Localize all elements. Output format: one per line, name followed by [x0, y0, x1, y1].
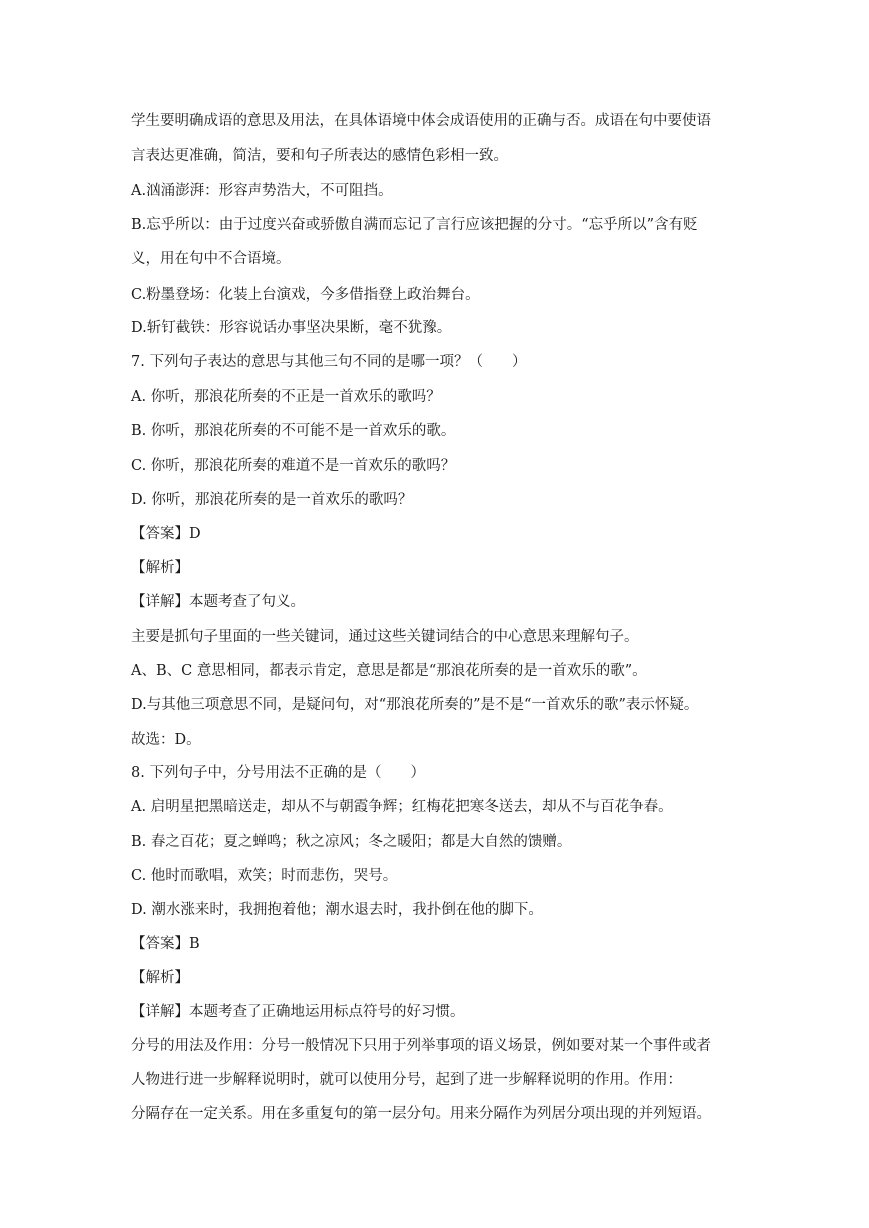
option-line: A. 你听，那浪花所奏的不正是一首欢乐的歌吗？: [131, 389, 441, 405]
analysis-label: 【解析】: [131, 560, 189, 576]
option-line: D. 潮水涨来时，我拥抱着他；潮水退去时，我扑倒在他的脚下。: [131, 902, 543, 918]
option-line: A. 启明星把黑暗送走，却从不与朝霞争辉；红梅花把寒冬送去，却从不与百花争春。: [131, 799, 673, 815]
text-line: 言表达更准确，简洁，要和句子所表达的感情色彩相一致。: [131, 148, 508, 164]
text-line: 人物进行进一步解释说明时，就可以使用分号，起到了进一步解释说明的作用。作用：: [131, 1072, 682, 1088]
option-line: C. 他时而歌唱，欢笑；时而悲伤，哭号。: [131, 868, 398, 884]
option-line: A.汹涌澎湃：形容声势浩大，不可阻挡。: [131, 183, 393, 199]
text-line: 学生要明确成语的意思及用法，在具体语境中体会成语使用的正确与否。成语在句中要使语: [131, 113, 711, 129]
option-line: C. 你听，那浪花所奏的难道不是一首欢乐的歌吗？: [131, 458, 456, 474]
text-line: 义，用在句中不合语境。: [131, 251, 291, 267]
analysis-label: 【解析】: [131, 970, 189, 986]
option-line: B. 你听，那浪花所奏的不可能不是一首欢乐的歌。: [131, 423, 456, 439]
question-8: 8. 下列句子中，分号用法不正确的是（ ）: [131, 765, 425, 781]
question-7: 7. 下列句子表达的意思与其他三句不同的是哪一项？（ ）: [131, 354, 527, 370]
text-line: A、B、C 意思相同，都表示肯定，意思是都是“那浪花所奏的是一首欢乐的歌”。: [131, 663, 647, 679]
text-line: 分号的用法及作用：分号一般情况下只用于列举事项的语义场景，例如要对某一个事件或者: [131, 1038, 711, 1054]
text-line: 主要是抓句子里面的一些关键词，通过这些关键词结合的中心意思来理解句子。: [131, 629, 639, 645]
option-line: D.斩钉截铁：形容说话办事坚决果断，毫不犹豫。: [131, 320, 452, 336]
text-line: 分隔存在一定关系。用在多重复句的第一层分句。用来分隔作为列居分项出现的并列短语。: [131, 1106, 711, 1122]
option-line: D. 你听，那浪花所奏的是一首欢乐的歌吗？: [131, 492, 413, 508]
text-line: D.与其他三项意思不同，是疑问句，对“那浪花所奏的”是不是“一首欢乐的歌”表示怀疑。: [131, 697, 699, 713]
text-line: 故选：D。: [131, 732, 201, 748]
detail-label: 【详解】本题考查了句义。: [131, 594, 305, 610]
option-line: B.忘乎所以：由于过度兴奋或骄傲自满而忘记了言行应该把握的分寸。“忘乎所以”含有贬: [131, 217, 698, 233]
answer-label: 【答案】B: [131, 936, 200, 952]
detail-label: 【详解】本题考查了正确地运用标点符号的好习惯。: [131, 1004, 465, 1020]
option-line: C.粉墨登场：化装上台演戏，今多借指登上政治舞台。: [131, 287, 480, 303]
option-line: B. 春之百花；夏之蝉鸣；秋之凉风；冬之暖阳；都是大自然的馈赠。: [131, 834, 572, 850]
answer-label: 【答案】D: [131, 526, 201, 542]
